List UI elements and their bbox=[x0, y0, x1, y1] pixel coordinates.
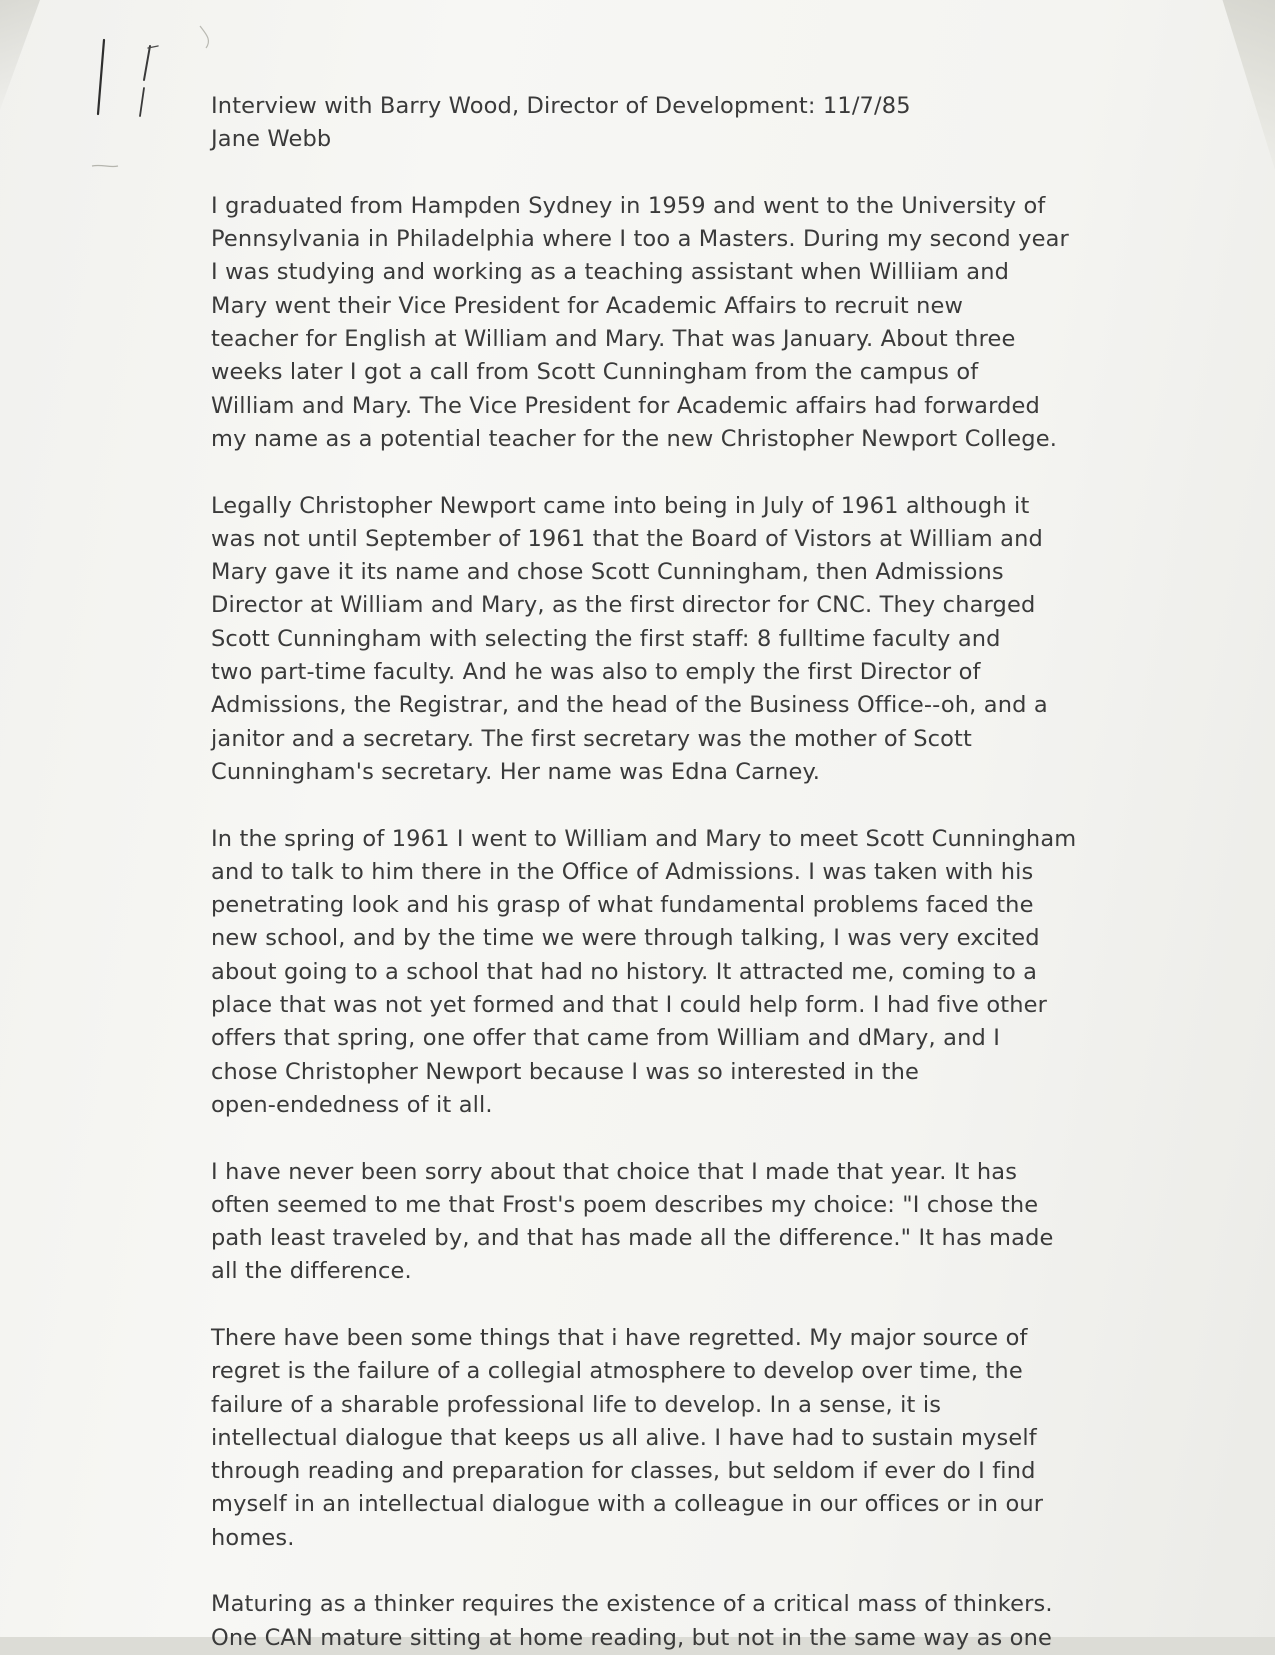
text-line: Legally Christopher Newport came into being in July of 1961 although it bbox=[211, 492, 1030, 519]
text-line: through reading and preparation for classes, but seldom if ever do I find bbox=[211, 1458, 1036, 1485]
text-line: There have been some things that i have regretted. My major source of bbox=[211, 1324, 1028, 1351]
text-line: Mary went their Vice President for Academic Affairs to recruit new bbox=[211, 292, 964, 319]
text-line: I have never been sorry about that choice that I made that year. It has bbox=[211, 1158, 1018, 1185]
text-line: teacher for English at William and Mary. That was January. About three bbox=[211, 326, 1016, 353]
text-line: failure of a sharable professional life to develop. In a sense, it is bbox=[211, 1391, 942, 1418]
text-line: Cunningham's secretary. Her name was Edna Carney. bbox=[211, 758, 821, 785]
text-line: Director at William and Mary, as the first director for CNC. They charged bbox=[211, 592, 1036, 619]
text-line: path least traveled by, and that has made all the difference." It has made bbox=[211, 1225, 1054, 1252]
text-line: new school, and by the time we were through talking, I was very excited bbox=[211, 925, 1040, 952]
text-line: often seemed to me that Frost's poem describes my choice: "I chose the bbox=[211, 1191, 1039, 1218]
text-line: homes. bbox=[211, 1524, 295, 1551]
paragraph-6 bbox=[211, 1588, 1091, 1655]
text-line: about going to a school that had no history. It attracted me, coming to a bbox=[211, 958, 1038, 985]
text-line: myself in an intellectual dialogue with a colleague in our offices or in our bbox=[211, 1491, 1044, 1518]
text-line: Mary gave it its name and chose Scott Cunningham, then Admissions bbox=[211, 559, 1004, 586]
text-line: place that was not yet formed and that I could help form. I had five other bbox=[211, 992, 1048, 1019]
text-line: One CAN mature sitting at home reading, but not in the same way as one bbox=[211, 1624, 1052, 1651]
document-body bbox=[211, 90, 1091, 1655]
text-line: penetrating look and his grasp of what fundamental problems faced the bbox=[211, 892, 1034, 919]
text-line: In the spring of 1961 I went to William and Mary to meet Scott Cunningham bbox=[211, 825, 1077, 852]
text-line: and to talk to him there in the Office of Admissions. I was taken with his bbox=[211, 858, 1034, 885]
document-author: Jane Webb bbox=[211, 126, 332, 153]
text-line: my name as a potential teacher for the new Christopher Newport College. bbox=[211, 425, 1058, 452]
text-line: two part-time faculty. And he was also to emply the first Director of bbox=[211, 659, 981, 686]
text-line: Maturing as a thinker requires the existence of a critical mass of thinkers. bbox=[211, 1591, 1053, 1618]
paragraph-3 bbox=[211, 823, 1091, 1123]
text-line: Admissions, the Registrar, and the head of the Business Office--oh, and a bbox=[211, 692, 1048, 719]
staple-marks bbox=[88, 18, 228, 178]
text-line: I was studying and working as a teaching assistant when Williiam and bbox=[211, 259, 1010, 286]
text-line: open-endedness of it all. bbox=[211, 1091, 493, 1118]
text-line: janitor and a secretary. The first secretary was the mother of Scott bbox=[211, 725, 973, 752]
text-line: Scott Cunningham with selecting the first staff: 8 fulltime faculty and bbox=[211, 625, 1001, 652]
text-line: Pennsylvania in Philadelphia where I too a Masters. During my second year bbox=[211, 226, 1069, 253]
text-line: intellectual dialogue that keeps us all alive. I have had to sustain myself bbox=[211, 1424, 1037, 1451]
paragraph-1 bbox=[211, 190, 1091, 456]
paragraph-4 bbox=[211, 1156, 1091, 1289]
text-line: William and Mary. The Vice President for Academic affairs had forwarded bbox=[211, 392, 1040, 419]
text-line: I graduated from Hampden Sydney in 1959 and went to the University of bbox=[211, 192, 1046, 219]
text-line: all the difference. bbox=[211, 1258, 412, 1285]
text-line: weeks later I got a call from Scott Cunningham from the campus of bbox=[211, 359, 979, 386]
page-corner-fold-right bbox=[1205, 0, 1275, 170]
paragraph-2 bbox=[211, 490, 1091, 790]
document-title: Interview with Barry Wood, Director of Development: 11/7/85 bbox=[211, 93, 911, 119]
text-line: chose Christopher Newport because I was so interested in the bbox=[211, 1058, 919, 1085]
text-line: offers that spring, one offer that came from William and dMary, and I bbox=[211, 1025, 1000, 1052]
text-line: regret is the failure of a collegial atmosphere to develop over time, the bbox=[211, 1358, 1023, 1385]
text-line: was not until September of 1961 that the Board of Vistors at William and bbox=[211, 525, 1043, 552]
page-corner-shadow-left bbox=[0, 0, 40, 110]
paragraph-5 bbox=[211, 1322, 1091, 1555]
